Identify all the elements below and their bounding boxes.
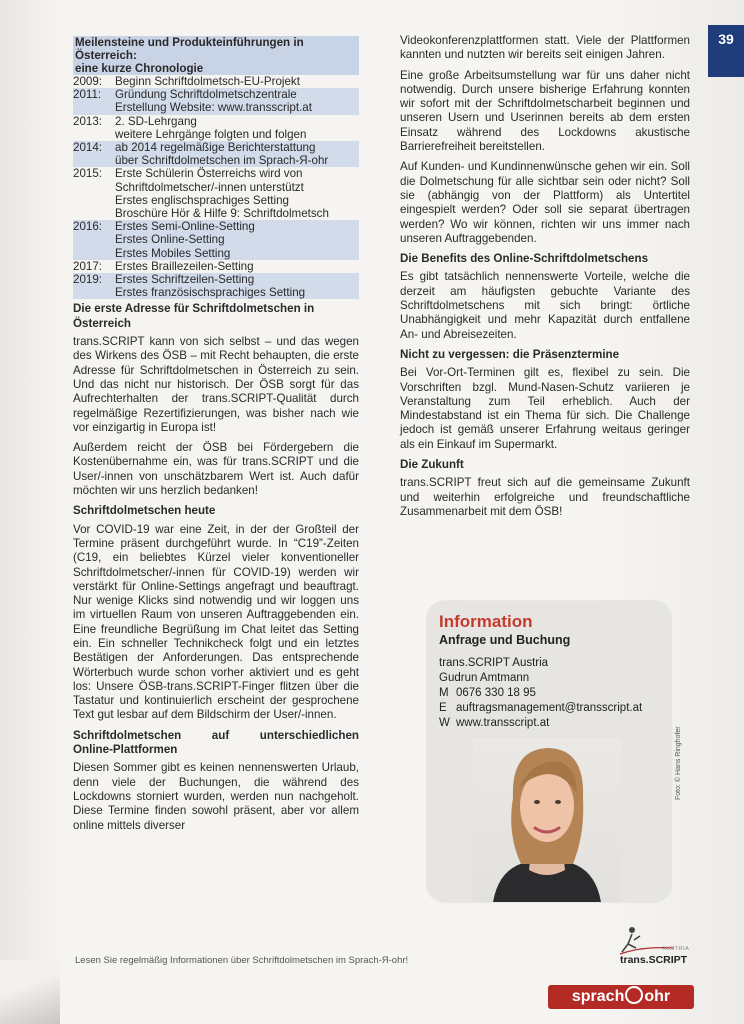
- paragraph: trans.SCRIPT kann von sich selbst – und das wegen des Wirkens des ÖSB – mit Recht behaupten, die erste Adresse für Schriftdolmetschen in Österreich zu sein. Und das nicht nur historisch. Der ÖSB sorgt für das Aufrechterhalten der trans.SCRIPT-Qualität durch regelmäßige Rezertifizierungen, was bisher nach wie vor einzigartig in Europa ist!: [73, 335, 359, 434]
- chronology-event: über Schriftdolmetschen im Sprach-Я-ohr: [115, 154, 329, 168]
- chronology-row: [73, 115, 359, 128]
- web-label: W: [439, 717, 450, 729]
- magazine-logo-right: ohr: [644, 988, 671, 1005]
- chronology-year: 2019:: [73, 273, 103, 287]
- chronology-event: Broschüre Hör & Hilfe 9: Schriftdolmetsch: [115, 207, 329, 221]
- section-heading: Die Zukunft: [400, 458, 464, 472]
- heading-line: Die erste Adresse für Schriftdolmetschen in: [73, 302, 315, 316]
- photo-credit: Foto: © Hans Ringhofer: [675, 726, 682, 800]
- paragraph: Eine große Arbeitsumstellung war für uns daher nicht notwendig. Durch unsere bisherige Erfahrung konnten wir sofort mit der Schriftdolmetscharbeit beginnen und unseren Usern und Userinnen bereits ab dem ersten Einsatz während des Lockdowns akustische Barrierefreiheit bereitstellen.: [400, 68, 690, 154]
- chronology-event: Beginn Schriftdolmetsch-EU-Projekt: [115, 75, 300, 88]
- chronology-row: [73, 273, 359, 286]
- phone-label: M: [439, 687, 449, 699]
- chronology-event: Erstes Semi-Online-Setting: [115, 220, 255, 234]
- paragraph: Diesen Sommer gibt es keinen nennenswerten Urlaub, denn viele der Buchungen, die während des Lockdowns storniert wurden, werden nun nachgeholt. Diese Termine finden sowohl präsent, aber vor allem online mittels diverser: [73, 761, 359, 832]
- chronology-title-line: Österreich:: [75, 49, 137, 62]
- chronology-event: Erstes Braillezeilen-Setting: [115, 259, 254, 273]
- chronology-row: [73, 233, 359, 246]
- chronology-row: [73, 101, 359, 114]
- ear-ring-icon: [625, 986, 643, 1004]
- right-column: [400, 34, 690, 525]
- chronology-row: [73, 167, 359, 180]
- contact-org: trans.SCRIPT Austria: [439, 657, 549, 669]
- paragraph: Außerdem reicht der ÖSB bei Fördergebern die Kostenübernahme ein, was für trans.SCRIPT und die User/-innen von unschätzbarem Wert ist. Auch dafür möchten wir uns herzlich bedanken!: [73, 441, 359, 498]
- chronology-row: [73, 181, 359, 194]
- chronology-event: weitere Lehrgänge folgten und folgen: [115, 127, 307, 141]
- chronology-row: [73, 128, 359, 141]
- chronology-row: [73, 75, 359, 88]
- chronology-year: 2017:: [73, 259, 103, 273]
- footer-note: Lesen Sie regelmäßig Informationen über Schriftdolmetschen im Sprach-Я-ohr!: [75, 955, 409, 966]
- chronology-year: [73, 128, 115, 141]
- heading-line: Online-Plattformen: [73, 743, 178, 757]
- chronology-event: ab 2014 regelmäßige Berichterstattung: [115, 141, 316, 155]
- chronology-row: [73, 154, 359, 167]
- chronology-year: [73, 286, 115, 299]
- chronology-row: [73, 141, 359, 154]
- chronology-event: Erstes englischsprachiges Setting: [115, 193, 289, 207]
- logo-transscript-label: trans.SCRIPT: [620, 954, 688, 966]
- info-title: Information: [439, 612, 533, 631]
- info-subtitle: Anfrage und Buchung: [439, 633, 571, 647]
- contact-details: [439, 656, 642, 731]
- section-heading: [73, 729, 359, 758]
- chronology-list: [73, 75, 359, 299]
- chronology-title-line: Meilensteine und Produkteinführungen in: [75, 36, 304, 49]
- portrait-photo: [473, 738, 621, 902]
- magazine-logo: [548, 985, 694, 1009]
- chronology-row: [73, 220, 359, 233]
- chronology-event: Erstes Mobiles Setting: [115, 246, 231, 260]
- paragraph: Bei Vor-Ort-Terminen gilt es, flexibel zu sein. Die Vorschriften bzgl. Mund-Nasen-Schutz variieren je Veranstaltung zum Teil erheblich. Auch der Mindestabstand ist ein Thema für sich. Die Challenge jedoch ist gemäß unserer Erfahrung weitaus geringer als ein Einkauf im Supermarkt.: [400, 366, 690, 451]
- chronology-year: 2015:: [73, 167, 103, 181]
- chronology-year: 2011:: [73, 88, 102, 102]
- chronology-event: Gründung Schriftdolmetschzentrale: [115, 88, 297, 102]
- chronology-year: [73, 181, 115, 194]
- paragraph: Auf Kunden- und Kundinnenwünsche gehen wir ein. Soll die Dolmetschung für alle sichtbar sein oder nicht? Soll sie (abhängig von der Plattform) als Untertitel eingespielt werden? Oder soll sie separat übertragen werden? Wo wir können, richten wir uns immer nach unseren Auftraggebenden.: [400, 160, 690, 245]
- heading-line: Österreich: [73, 316, 131, 330]
- email-link[interactable]: auftragsmanagement@transscript.at: [456, 702, 643, 714]
- chronology-event: Erstellung Website: www.transscript.at: [115, 101, 312, 115]
- paragraph: Vor COVID-19 war eine Zeit, in der der Großteil der Termine präsent durchgeführt wurde. In “C19”-Zeiten (C19, ein beliebtes Kürzel vieler konventioneller Schriftdolmetscher/-innen für COVID-19) werden wir verstärkt für Online-Settings angefragt und beauftragt. Nur wenige Klicks sind notwendig und wir loggen uns im virtuellen Raum von unseren Auftraggebenden ein. Eine freundliche Begrüßung im Chat leitet das Setting ein. Ein schneller Technikcheck folgt und ein letztes Bestätigen der Anforderungen. Das entsprechende Wörterbuch wurde schon vorher aktiviert und es geht los: Unsere ÖSB-trans.SCRIPT-Finger flitzen über die Tastatur und kontinuierlich erscheint der gesprochene Text gut lesbar auf dem Bildschirm der User/-innen.: [73, 522, 359, 722]
- information-box: [427, 601, 671, 902]
- magazine-logo-left: sprach: [571, 988, 625, 1005]
- chronology-year: [73, 233, 115, 246]
- chronology-row: [73, 207, 359, 220]
- chronology-row: [73, 247, 359, 260]
- chronology-year: 2009:: [73, 75, 103, 88]
- portrait-image: [473, 738, 621, 902]
- paragraph: Es gibt tatsächlich nennenswerte Vorteile, welche die derzeit am häufigsten gebuchte Variante des Schriftdolmetschens mit sich bringt: örtliche Unabhängigkeit und mehr Kapazität durch entfallene An- und Abreisezeiten.: [400, 270, 690, 341]
- website-link[interactable]: www.transscript.at: [456, 717, 550, 729]
- chronology-title: [73, 36, 359, 75]
- chronology-year: [73, 247, 115, 260]
- paragraph: Videokonferenzplattformen statt. Viele der Plattformen kannten und nutzten wir bereits seit einigen Jahren.: [400, 34, 690, 62]
- chronology-event: Erstes Online-Setting: [115, 233, 225, 247]
- contact-web-row: [439, 716, 642, 731]
- section-heading: Nicht zu vergessen: die Präsenztermine: [400, 347, 620, 361]
- section-heading: Schriftdolmetschen heute: [73, 504, 216, 518]
- chronology-row: [73, 194, 359, 207]
- chronology-row: [73, 88, 359, 101]
- contact-person: Gudrun Amtmann: [439, 672, 530, 684]
- chronology-year: [73, 101, 115, 114]
- chronology-year: [73, 154, 115, 167]
- contact-phone-row: [439, 686, 642, 701]
- chronology-year: 2013:: [73, 114, 103, 128]
- chronology-event: Erstes französischsprachiges Setting: [115, 286, 306, 300]
- chronology-row: [73, 286, 359, 299]
- chronology-year: [73, 207, 115, 220]
- chronology-event: Erstes Schriftzeilen-Setting: [115, 273, 255, 287]
- chronology-event: Erste Schülerin Österreichs wird von: [115, 167, 303, 181]
- paragraph: trans.SCRIPT freut sich auf die gemeinsame Zukunft und weiterhin erfolgreiche und freundschaftliche Zusammenarbeit mit dem ÖSB!: [400, 476, 690, 518]
- email-label: E: [439, 702, 447, 714]
- section-heading: Die Benefits des Online-Schriftdolmetschens: [400, 252, 649, 266]
- chronology-title-line: eine kurze Chronologie: [75, 62, 204, 75]
- chronology-box: [73, 36, 359, 299]
- page-number: 39: [708, 25, 744, 77]
- chronology-year: 2016:: [73, 220, 103, 234]
- chronology-row: [73, 260, 359, 273]
- chronology-year: 2014:: [73, 141, 103, 155]
- contact-email-row: [439, 701, 642, 716]
- chronology-event: Schriftdolmetscher/-innen unterstützt: [115, 180, 304, 194]
- phone-number: 0676 330 18 95: [456, 687, 536, 699]
- logo-austria-label: AUSTRIA: [662, 946, 690, 952]
- chronology-event: 2. SD-Lehrgang: [115, 114, 197, 128]
- heading-line: Schriftdolmetschen auf unterschiedlichen: [73, 728, 359, 742]
- chronology-year: [73, 194, 115, 207]
- page-curl: [0, 960, 60, 1024]
- section-heading: [73, 302, 359, 331]
- left-column: [73, 36, 359, 839]
